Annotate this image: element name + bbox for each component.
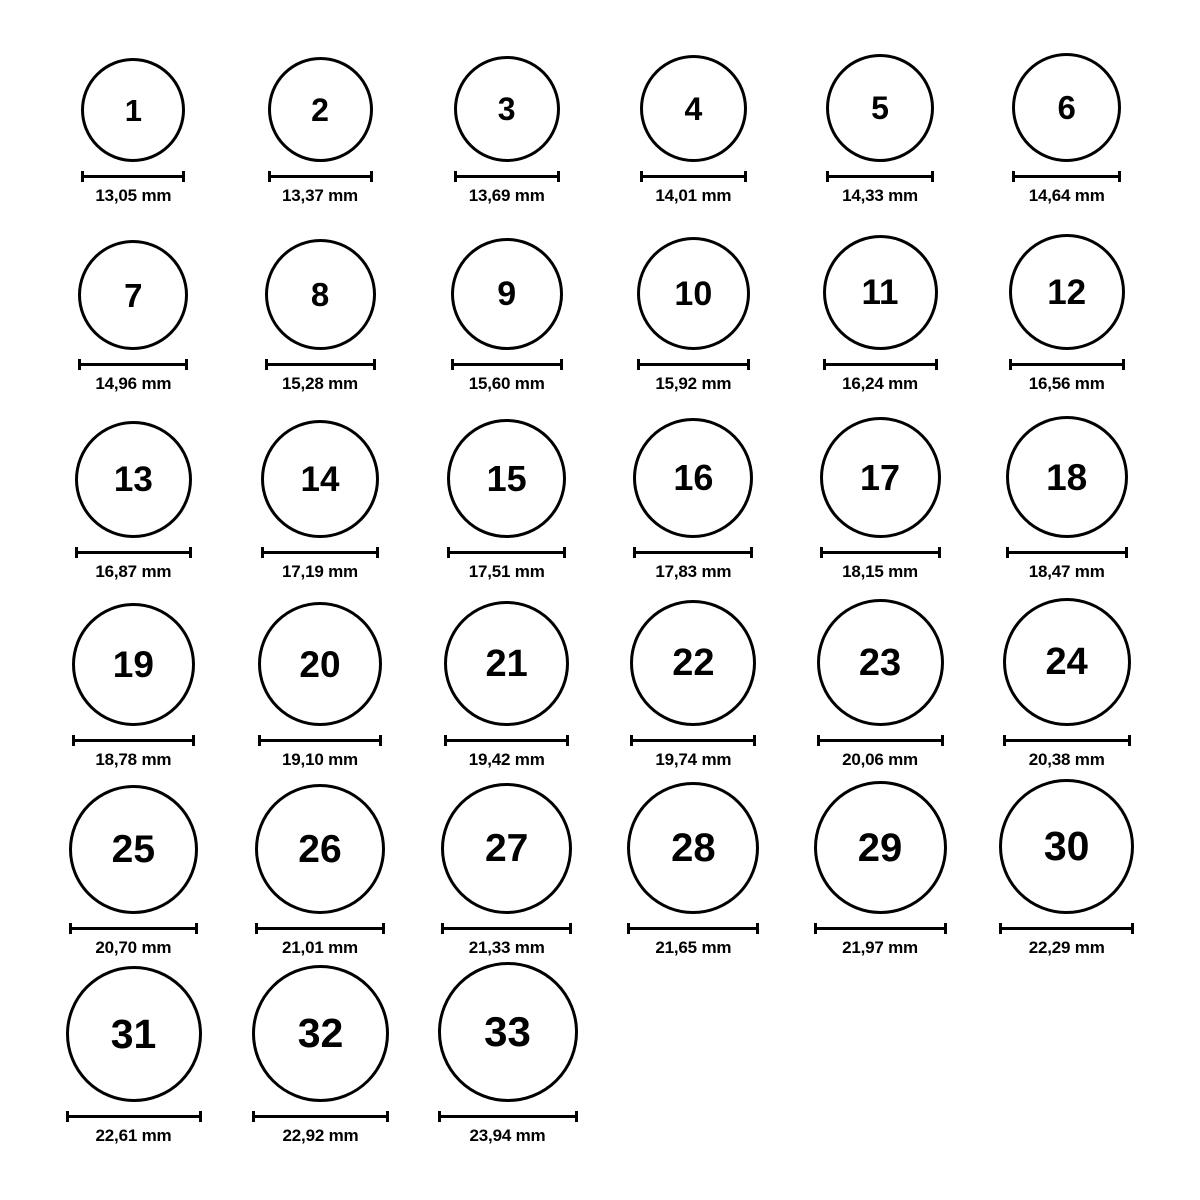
ring-circle [69, 785, 198, 914]
measure-bar [1009, 359, 1125, 370]
diameter-label: 15,28 mm [282, 374, 358, 393]
measure-line [817, 739, 944, 742]
diameter-measure [823, 359, 938, 394]
measure-line [627, 927, 759, 930]
diameter-measure [78, 359, 188, 394]
ring-size-number: 2 [311, 91, 329, 128]
diameter-measure [261, 547, 379, 582]
diameter-measure [1003, 735, 1131, 770]
measure-line [999, 927, 1134, 930]
ring-size-cell [973, 206, 1160, 394]
ring-circle [640, 55, 747, 162]
ring-size-number: 29 [857, 825, 903, 870]
size-row [40, 394, 1160, 582]
ring-circle [454, 56, 560, 162]
ring-circle [66, 966, 202, 1102]
ring-size-number: 7 [124, 276, 143, 314]
ring-circle [1009, 234, 1125, 350]
diameter-measure [75, 547, 192, 582]
diameter-label: 16,56 mm [1028, 374, 1105, 393]
ring-size-cell [227, 206, 414, 394]
measure-bar [252, 1111, 389, 1122]
diameter-label: 17,83 mm [655, 562, 732, 581]
diameter-label: 21,01 mm [282, 938, 358, 957]
measure-bar [268, 171, 373, 182]
ring-circle [1012, 53, 1121, 162]
size-row [40, 770, 1160, 958]
measure-bar [78, 359, 188, 370]
measure-bar [72, 735, 195, 746]
measure-line [255, 927, 385, 930]
measure-bar [438, 1111, 578, 1122]
ring-size-number: 5 [871, 90, 889, 126]
diameter-label: 14,64 mm [1028, 186, 1105, 205]
measure-line [69, 927, 198, 930]
diameter-label: 14,96 mm [95, 374, 172, 393]
ring-circle [252, 965, 389, 1102]
ring-circle [633, 418, 753, 538]
ring-size-number: 17 [859, 456, 901, 498]
ring-circle [75, 421, 192, 538]
measure-bar [258, 735, 382, 746]
measure-line [823, 363, 938, 366]
diameter-measure [630, 735, 756, 770]
ring-size-cell [40, 206, 227, 394]
measure-bar [261, 547, 379, 558]
measure-line [78, 363, 188, 366]
measure-line [1006, 551, 1128, 554]
ring-circle [268, 57, 373, 162]
ring-size-cell [40, 958, 227, 1146]
ring-size-cell [787, 206, 974, 394]
ring-size-number: 23 [858, 641, 902, 684]
ring-size-cell [227, 394, 414, 582]
ring-size-cell [973, 582, 1160, 770]
diameter-label: 18,78 mm [95, 750, 172, 769]
ring-size-cell [40, 394, 227, 582]
measure-line [265, 363, 376, 366]
measure-line [814, 927, 947, 930]
measure-line [633, 551, 753, 554]
diameter-label: 14,01 mm [655, 186, 732, 205]
diameter-label: 15,60 mm [468, 374, 545, 393]
measure-bar [451, 359, 563, 370]
measure-bar [265, 359, 376, 370]
ring-size-cell [787, 18, 974, 206]
measure-line [268, 175, 373, 178]
ring-circle [447, 419, 566, 538]
measure-bar [1006, 547, 1128, 558]
ring-size-number: 16 [673, 457, 714, 498]
diameter-measure [444, 735, 569, 770]
ring-size-cell [787, 770, 974, 958]
measure-bar [823, 359, 938, 370]
ring-size-cell [40, 770, 227, 958]
diameter-measure [817, 735, 944, 770]
measure-bar [454, 171, 560, 182]
diameter-measure [72, 735, 195, 770]
size-row [40, 582, 1160, 770]
ring-circle [265, 239, 376, 350]
ring-size-number: 28 [671, 826, 716, 870]
ring-size-cell [787, 394, 974, 582]
ring-size-cell [600, 394, 787, 582]
measure-bar [1003, 735, 1131, 746]
ring-size-cell [600, 770, 787, 958]
ring-size-number: 20 [299, 643, 341, 685]
measure-bar [637, 359, 750, 370]
ring-size-cell [600, 206, 787, 394]
measure-bar [75, 547, 192, 558]
ring-size-cell [413, 770, 600, 958]
diameter-measure [258, 735, 382, 770]
diameter-measure [454, 171, 560, 206]
ring-size-number: 27 [484, 827, 529, 870]
ring-size-number: 33 [484, 1008, 531, 1055]
ring-size-cell [413, 582, 600, 770]
ring-size-number: 22 [672, 642, 715, 684]
ring-size-cell [413, 394, 600, 582]
measure-bar [817, 735, 944, 746]
measure-bar [66, 1111, 202, 1122]
measure-bar [814, 923, 947, 934]
ring-size-number: 8 [310, 276, 330, 313]
diameter-measure [438, 1111, 578, 1146]
ring-circle [630, 600, 756, 726]
ring-circle [258, 602, 382, 726]
diameter-label: 15,92 mm [655, 374, 732, 393]
ring-size-cell [414, 958, 601, 1146]
measure-bar [633, 547, 753, 558]
ring-size-number: 21 [485, 642, 528, 685]
ring-size-number: 9 [497, 275, 517, 313]
diameter-label: 17,19 mm [282, 562, 358, 581]
ring-size-cell [600, 18, 787, 206]
diameter-measure [627, 923, 759, 958]
ring-size-cell [227, 18, 414, 206]
diameter-measure [826, 171, 934, 206]
measure-bar [999, 923, 1134, 934]
diameter-measure [69, 923, 198, 958]
diameter-label: 20,38 mm [1028, 750, 1105, 769]
ring-size-number: 1 [124, 92, 142, 128]
ring-size-number: 13 [113, 460, 153, 499]
ring-circle [81, 58, 185, 162]
ring-size-number: 4 [684, 90, 703, 127]
diameter-measure [1006, 547, 1128, 582]
diameter-measure [81, 171, 185, 206]
ring-size-number: 18 [1046, 456, 1088, 498]
measure-bar [820, 547, 941, 558]
ring-size-cell [227, 582, 414, 770]
ring-size-cell [973, 18, 1160, 206]
ring-size-number: 14 [300, 459, 340, 499]
diameter-measure [441, 923, 572, 958]
ring-circle [255, 784, 385, 914]
ring-circle [441, 783, 572, 914]
measure-bar [69, 923, 198, 934]
measure-line [261, 551, 379, 554]
ring-circle [261, 420, 379, 538]
diameter-label: 22,92 mm [282, 1126, 359, 1145]
diameter-measure [1012, 171, 1121, 206]
diameter-label: 16,87 mm [95, 562, 172, 581]
diameter-measure [255, 923, 385, 958]
measure-bar [1012, 171, 1121, 182]
ring-size-number: 32 [297, 1010, 344, 1056]
measure-line [72, 739, 195, 742]
diameter-label: 21,33 mm [468, 938, 545, 957]
measure-bar [640, 171, 747, 182]
ring-circle [438, 962, 578, 1102]
measure-line [438, 1115, 578, 1118]
measure-line [1003, 739, 1131, 742]
ring-size-number: 15 [486, 457, 527, 499]
diameter-label: 23,94 mm [469, 1126, 546, 1145]
diameter-measure [820, 547, 941, 582]
diameter-measure [66, 1111, 202, 1146]
diameter-label: 20,06 mm [842, 750, 918, 769]
diameter-label: 13,37 mm [282, 186, 358, 205]
ring-size-number: 19 [112, 644, 154, 685]
ring-circle [1006, 416, 1128, 538]
diameter-measure [640, 171, 747, 206]
ring-size-number: 30 [1043, 823, 1090, 869]
diameter-label: 13,69 mm [468, 186, 545, 205]
ring-size-cell [973, 394, 1160, 582]
ring-circle [826, 54, 934, 162]
measure-line [441, 927, 572, 930]
ring-size-number: 10 [674, 274, 713, 313]
measure-bar [255, 923, 385, 934]
ring-circle [637, 237, 750, 350]
ring-size-cell [600, 582, 787, 770]
diameter-measure [637, 359, 750, 394]
ring-size-cell [787, 582, 974, 770]
measure-line [826, 175, 934, 178]
diameter-measure [1009, 359, 1125, 394]
measure-line [1012, 175, 1121, 178]
measure-line [258, 739, 382, 742]
measure-bar [826, 171, 934, 182]
measure-line [454, 175, 560, 178]
diameter-label: 16,24 mm [842, 374, 918, 393]
ring-size-cell [40, 582, 227, 770]
diameter-label: 19,42 mm [468, 750, 545, 769]
diameter-measure [252, 1111, 389, 1146]
diameter-label: 18,47 mm [1028, 562, 1105, 581]
ring-circle [817, 599, 944, 726]
measure-line [66, 1115, 202, 1118]
measure-line [637, 363, 750, 366]
diameter-measure [633, 547, 753, 582]
measure-bar [630, 735, 756, 746]
ring-size-cell [413, 206, 600, 394]
ring-size-number: 26 [298, 827, 342, 871]
measure-line [81, 175, 185, 178]
ring-size-cell [413, 18, 600, 206]
ring-size-number: 31 [110, 1010, 157, 1057]
measure-line [820, 551, 941, 554]
diameter-label: 18,15 mm [842, 562, 918, 581]
ring-size-cell [227, 958, 414, 1146]
diameter-measure [451, 359, 563, 394]
measure-line [447, 551, 566, 554]
ring-circle [78, 240, 188, 350]
ring-circle [1003, 598, 1131, 726]
measure-line [1009, 363, 1125, 366]
measure-line [444, 739, 569, 742]
diameter-measure [265, 359, 376, 394]
measure-line [75, 551, 192, 554]
measure-bar [81, 171, 185, 182]
ring-circle [999, 779, 1134, 914]
size-row [40, 206, 1160, 394]
measure-line [630, 739, 756, 742]
ring-circle [444, 601, 569, 726]
measure-bar [441, 923, 572, 934]
size-row [40, 958, 1160, 1146]
ring-circle [820, 417, 941, 538]
diameter-label: 21,65 mm [655, 938, 732, 957]
measure-line [451, 363, 563, 366]
diameter-label: 19,10 mm [282, 750, 358, 769]
ring-size-cell [227, 770, 414, 958]
ring-circle [72, 603, 195, 726]
ring-size-number: 12 [1047, 272, 1087, 312]
diameter-measure [447, 547, 566, 582]
diameter-measure [999, 923, 1134, 958]
ring-size-number: 6 [1057, 89, 1076, 126]
diameter-measure [268, 171, 373, 206]
measure-line [640, 175, 747, 178]
diameter-label: 17,51 mm [468, 562, 545, 581]
ring-size-number: 11 [861, 273, 899, 312]
ring-circle [451, 238, 563, 350]
measure-bar [447, 547, 566, 558]
diameter-label: 13,05 mm [95, 186, 172, 205]
size-row [40, 18, 1160, 206]
ring-size-number: 25 [111, 828, 156, 871]
diameter-label: 20,70 mm [95, 938, 172, 957]
ring-size-number: 3 [497, 91, 516, 127]
diameter-measure [814, 923, 947, 958]
measure-bar [444, 735, 569, 746]
diameter-label: 19,74 mm [655, 750, 732, 769]
ring-size-cell [973, 770, 1160, 958]
ring-circle [814, 781, 947, 914]
ring-size-cell [40, 18, 227, 206]
ring-circle [823, 235, 938, 350]
ring-circle [627, 782, 759, 914]
measure-line [252, 1115, 389, 1118]
ring-size-number: 24 [1045, 641, 1088, 683]
diameter-label: 14,33 mm [842, 186, 918, 205]
diameter-label: 22,29 mm [1028, 938, 1105, 957]
measure-bar [627, 923, 759, 934]
diameter-label: 22,61 mm [95, 1126, 172, 1145]
diameter-label: 21,97 mm [842, 938, 918, 957]
